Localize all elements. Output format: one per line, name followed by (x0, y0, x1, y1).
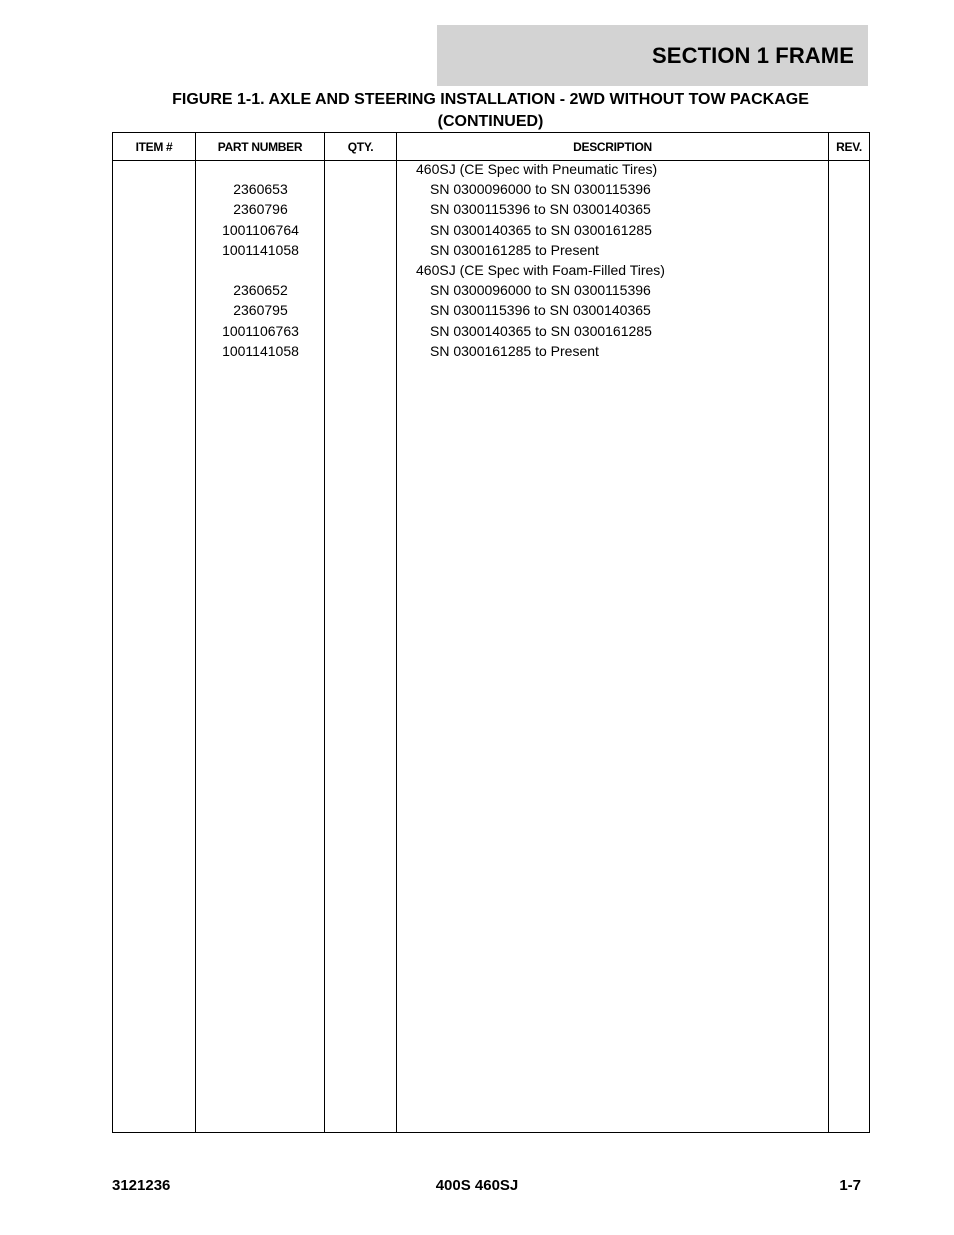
header-rev: REV. (836, 139, 862, 154)
row-description: SN 0300115396 to SN 0300140365 (430, 302, 651, 319)
header-part-number: PART NUMBER (217, 139, 303, 154)
column-divider (828, 133, 829, 1132)
row-description: SN 0300140365 to SN 0300161285 (430, 221, 652, 238)
row-description: 460SJ (CE Spec with Pneumatic Tires) (416, 161, 658, 177)
row-description: SN 0300096000 to SN 0300115396 (430, 181, 651, 198)
section-title: SECTION 1 FRAME (652, 42, 854, 68)
row-part-number: 2360796 (233, 201, 288, 218)
figure-title: FIGURE 1-1. AXLE AND STEERING INSTALLATION - 2WD WITHOUT TOW PACKAGE (172, 91, 809, 108)
row-description: SN 0300096000 to SN 0300115396 (430, 282, 651, 299)
column-divider (396, 133, 397, 1132)
row-description: SN 0300115396 to SN 0300140365 (430, 201, 651, 218)
row-description: 460SJ (CE Spec with Foam-Filled Tires) (416, 262, 665, 278)
header-description: DESCRIPTION (573, 139, 652, 154)
header-item: ITEM # (135, 139, 173, 154)
row-description: SN 0300161285 to Present (430, 241, 599, 258)
header-qty: QTY. (347, 139, 374, 154)
row-description: SN 0300161285 to Present (430, 342, 599, 359)
row-part-number: 2360795 (233, 302, 288, 319)
row-part-number: 2360652 (233, 282, 288, 299)
section-header (437, 25, 868, 86)
row-description: SN 0300140365 to SN 0300161285 (430, 322, 652, 339)
footer-page-number: 1-7 (839, 1177, 861, 1194)
row-part-number: 1001106763 (222, 322, 299, 339)
figure-title-continued: (CONTINUED) (437, 113, 544, 130)
row-part-number: 1001141058 (222, 241, 299, 258)
row-part-number: 1001141058 (222, 342, 299, 359)
footer-doc-number: 3121236 (112, 1177, 171, 1194)
parts-table (112, 132, 870, 1133)
row-part-number: 1001106764 (222, 221, 299, 238)
footer-model: 400S 460SJ (435, 1177, 519, 1194)
row-part-number: 2360653 (233, 181, 288, 198)
